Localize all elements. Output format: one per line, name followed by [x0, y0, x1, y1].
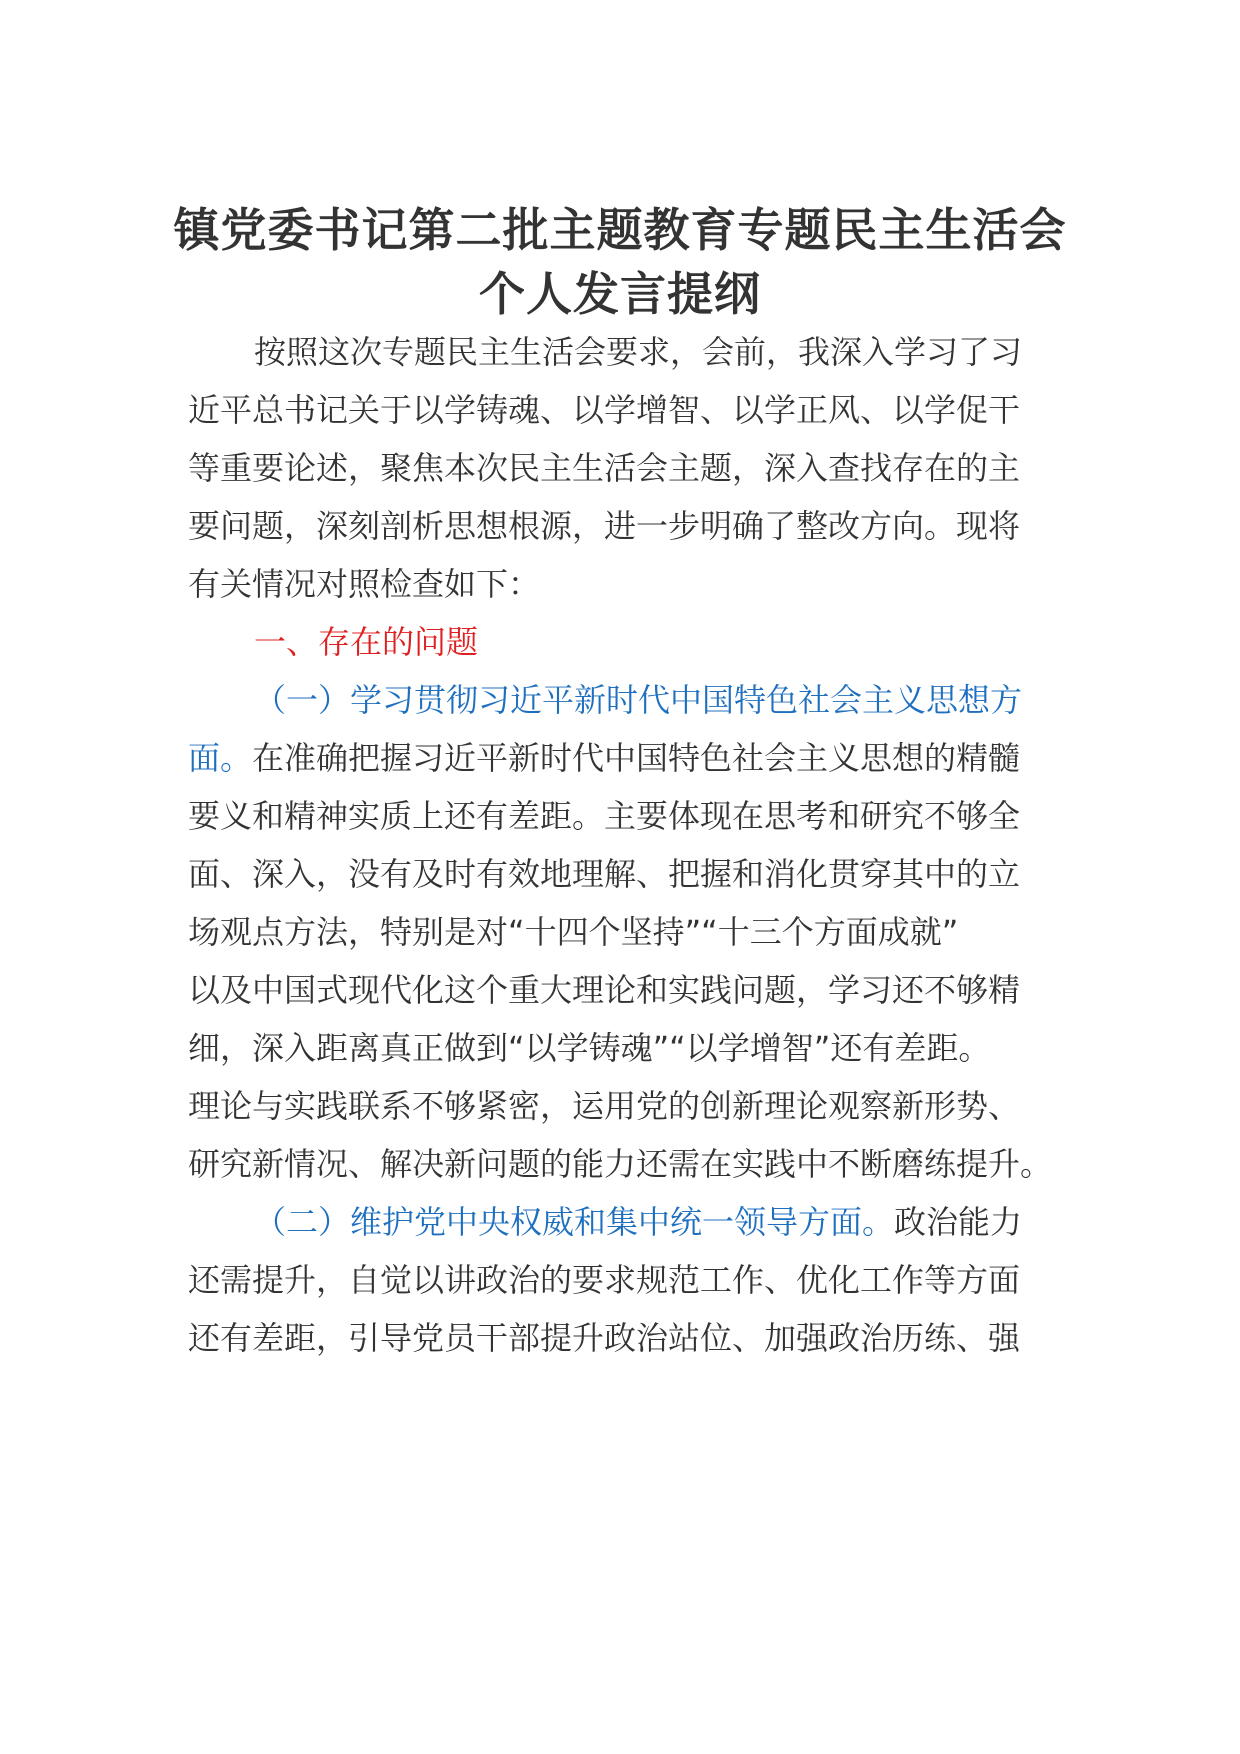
subsection-1-body-line-2: 面、深入，没有及时有效地理解、把握和消化贯穿其中的立 — [188, 855, 1021, 893]
subsection-1-body-line-4: 以及中国式现代化这个重大理论和实践问题，学习还不够精 — [188, 971, 1021, 1009]
subsection-1-line-2 — [188, 736, 1048, 780]
intro-line-5: 有关情况对照检查如下： — [188, 565, 541, 603]
section-heading-problems: 一、存在的问题 — [254, 623, 479, 661]
subsection-1-body-line-5: 细，深入距离真正做到“以学铸魂”“以学增智”还有差距。 — [188, 1029, 991, 1067]
subsection-2-heading: （二）维护党中央权威和集中统一领导方面。 — [254, 1203, 895, 1241]
subsection-1-body-line-7: 研究新情况、解决新问题的能力还需在实践中不断磨练提升。 — [188, 1145, 1053, 1183]
subsection-1-body-line-3: 场观点方法，特别是对“十四个坚持”“十三个方面成就” — [188, 913, 959, 951]
subsection-1-heading-line-1: （一）学习贯彻习近平新时代中国特色社会主义思想方 — [254, 681, 1023, 719]
subsection-1-body-line-1: 要义和精神实质上还有差距。主要体现在思考和研究不够全 — [188, 797, 1021, 835]
subsection-2-line-1-text: 政治能力 — [894, 1203, 1023, 1241]
intro-line-1: 按照这次专题民主生活会要求，会前，我深入学习了习 — [254, 333, 1023, 371]
intro-line-2: 近平总书记关于以学铸魂、以学增智、以学正风、以学促干 — [188, 391, 1021, 429]
subsection-2-line-1 — [254, 1200, 1114, 1244]
intro-line-4: 要问题，深刻剖析思想根源，进一步明确了整改方向。现将 — [188, 507, 1021, 545]
subsection-1-line-2-text: 在准确把握习近平新时代中国特色社会主义思想的精髓 — [252, 739, 1021, 777]
intro-line-3: 等重要论述，聚焦本次民主生活会主题，深入查找存在的主 — [188, 449, 1021, 487]
subsection-2-body-line-2: 还有差距，引导党员干部提升政治站位、加强政治历练、强 — [188, 1319, 1021, 1357]
document-title-line-1: 镇党委书记第二批主题教育专题民主生活会 — [173, 203, 1067, 257]
subsection-1-body-line-6: 理论与实践联系不够紧密，运用党的创新理论观察新形势、 — [188, 1087, 1021, 1125]
subsection-2-body-line-1: 还需提升，自觉以讲政治的要求规范工作、优化工作等方面 — [188, 1261, 1021, 1299]
document-title-line-2: 个人发言提纲 — [479, 267, 761, 321]
subsection-1-heading-line-2: 面。 — [188, 739, 253, 777]
